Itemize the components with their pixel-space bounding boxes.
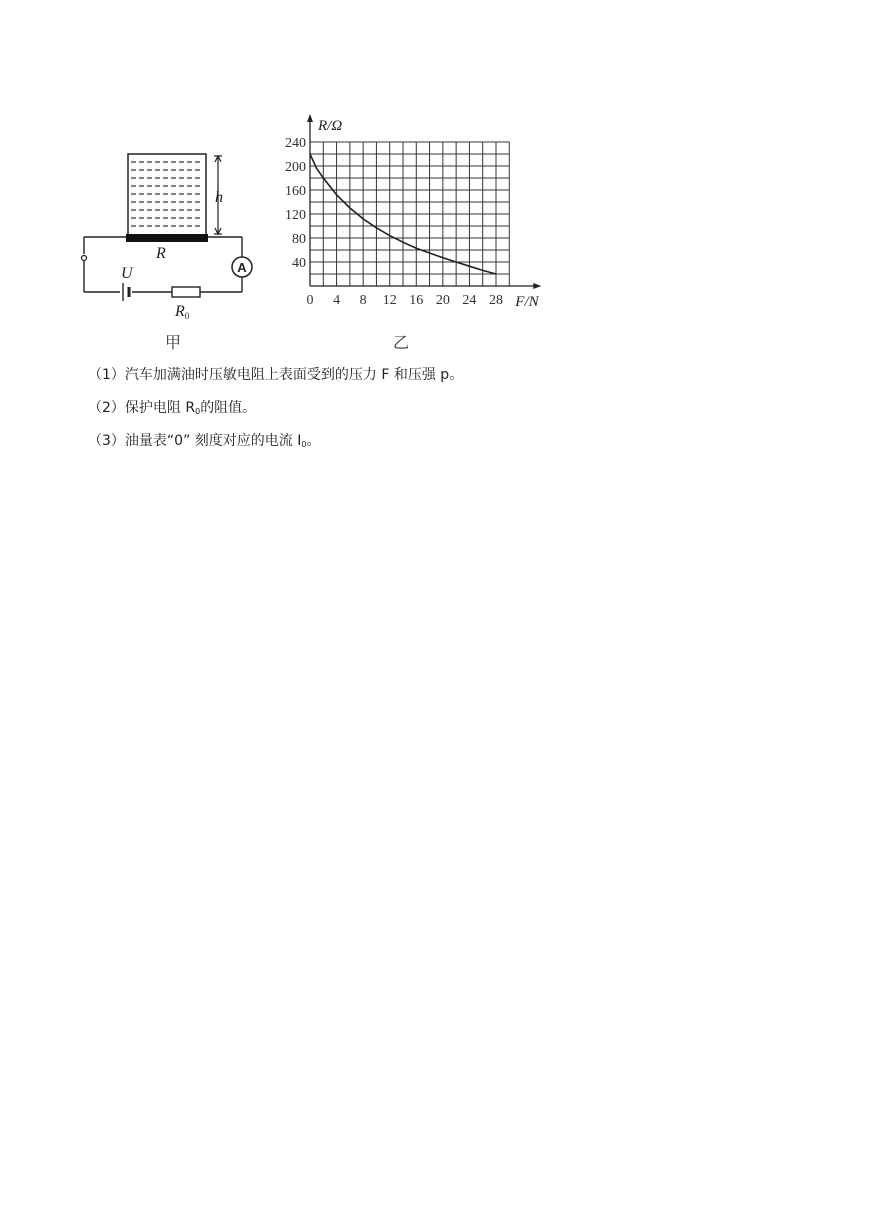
battery xyxy=(123,283,129,301)
graph-grid xyxy=(310,142,509,286)
x-tick-label: 4 xyxy=(333,293,341,308)
pressure-sensor-r xyxy=(126,234,208,242)
ammeter-label: A xyxy=(237,260,247,275)
y-tick-label: 240 xyxy=(285,136,306,151)
x-tick-label: 24 xyxy=(462,293,477,308)
label-h: h xyxy=(215,189,223,206)
label-r0: R0 xyxy=(175,303,190,321)
caption-jia: 甲 xyxy=(165,333,182,352)
ammeter xyxy=(232,257,252,277)
x-tick-label: 8 xyxy=(359,293,367,308)
y-tick-label: 80 xyxy=(292,232,306,247)
label-u: U xyxy=(121,265,133,282)
label-r: R xyxy=(156,245,166,262)
x-tick-label: 16 xyxy=(409,293,424,308)
circuit-diagram xyxy=(76,148,266,328)
x-axis-label: F/N xyxy=(515,294,539,310)
question-3: （3）油量表“0” 刻度对应的电流 $I_0$。 xyxy=(88,433,321,449)
question-2: （2）保护电阻 $R_0$的阻值。 xyxy=(88,400,257,416)
graph-tick-labels xyxy=(285,136,503,308)
y-tick-label: 160 xyxy=(285,184,306,199)
caption-yi: 乙 xyxy=(393,333,410,352)
x-tick-label: 20 xyxy=(435,293,450,308)
x-tick-label: 0 xyxy=(306,293,314,308)
x-tick-label: 28 xyxy=(489,293,503,308)
question-1: （1）汽车加满油时压敏电阻上表面受到的压力 F 和压强 p。 xyxy=(88,367,464,383)
y-axis-arrow xyxy=(307,114,313,122)
y-tick-label: 40 xyxy=(292,256,306,271)
x-tick-label: 12 xyxy=(382,293,397,308)
r-f-graph xyxy=(272,108,552,323)
switch-terminal xyxy=(82,256,87,261)
x-axis-arrow xyxy=(533,283,541,289)
y-axis-label: R/Ω xyxy=(318,118,343,134)
y-tick-label: 200 xyxy=(285,160,306,175)
y-tick-label: 120 xyxy=(285,208,306,223)
resistor-r0 xyxy=(172,287,200,297)
fuel-tank xyxy=(128,154,206,236)
